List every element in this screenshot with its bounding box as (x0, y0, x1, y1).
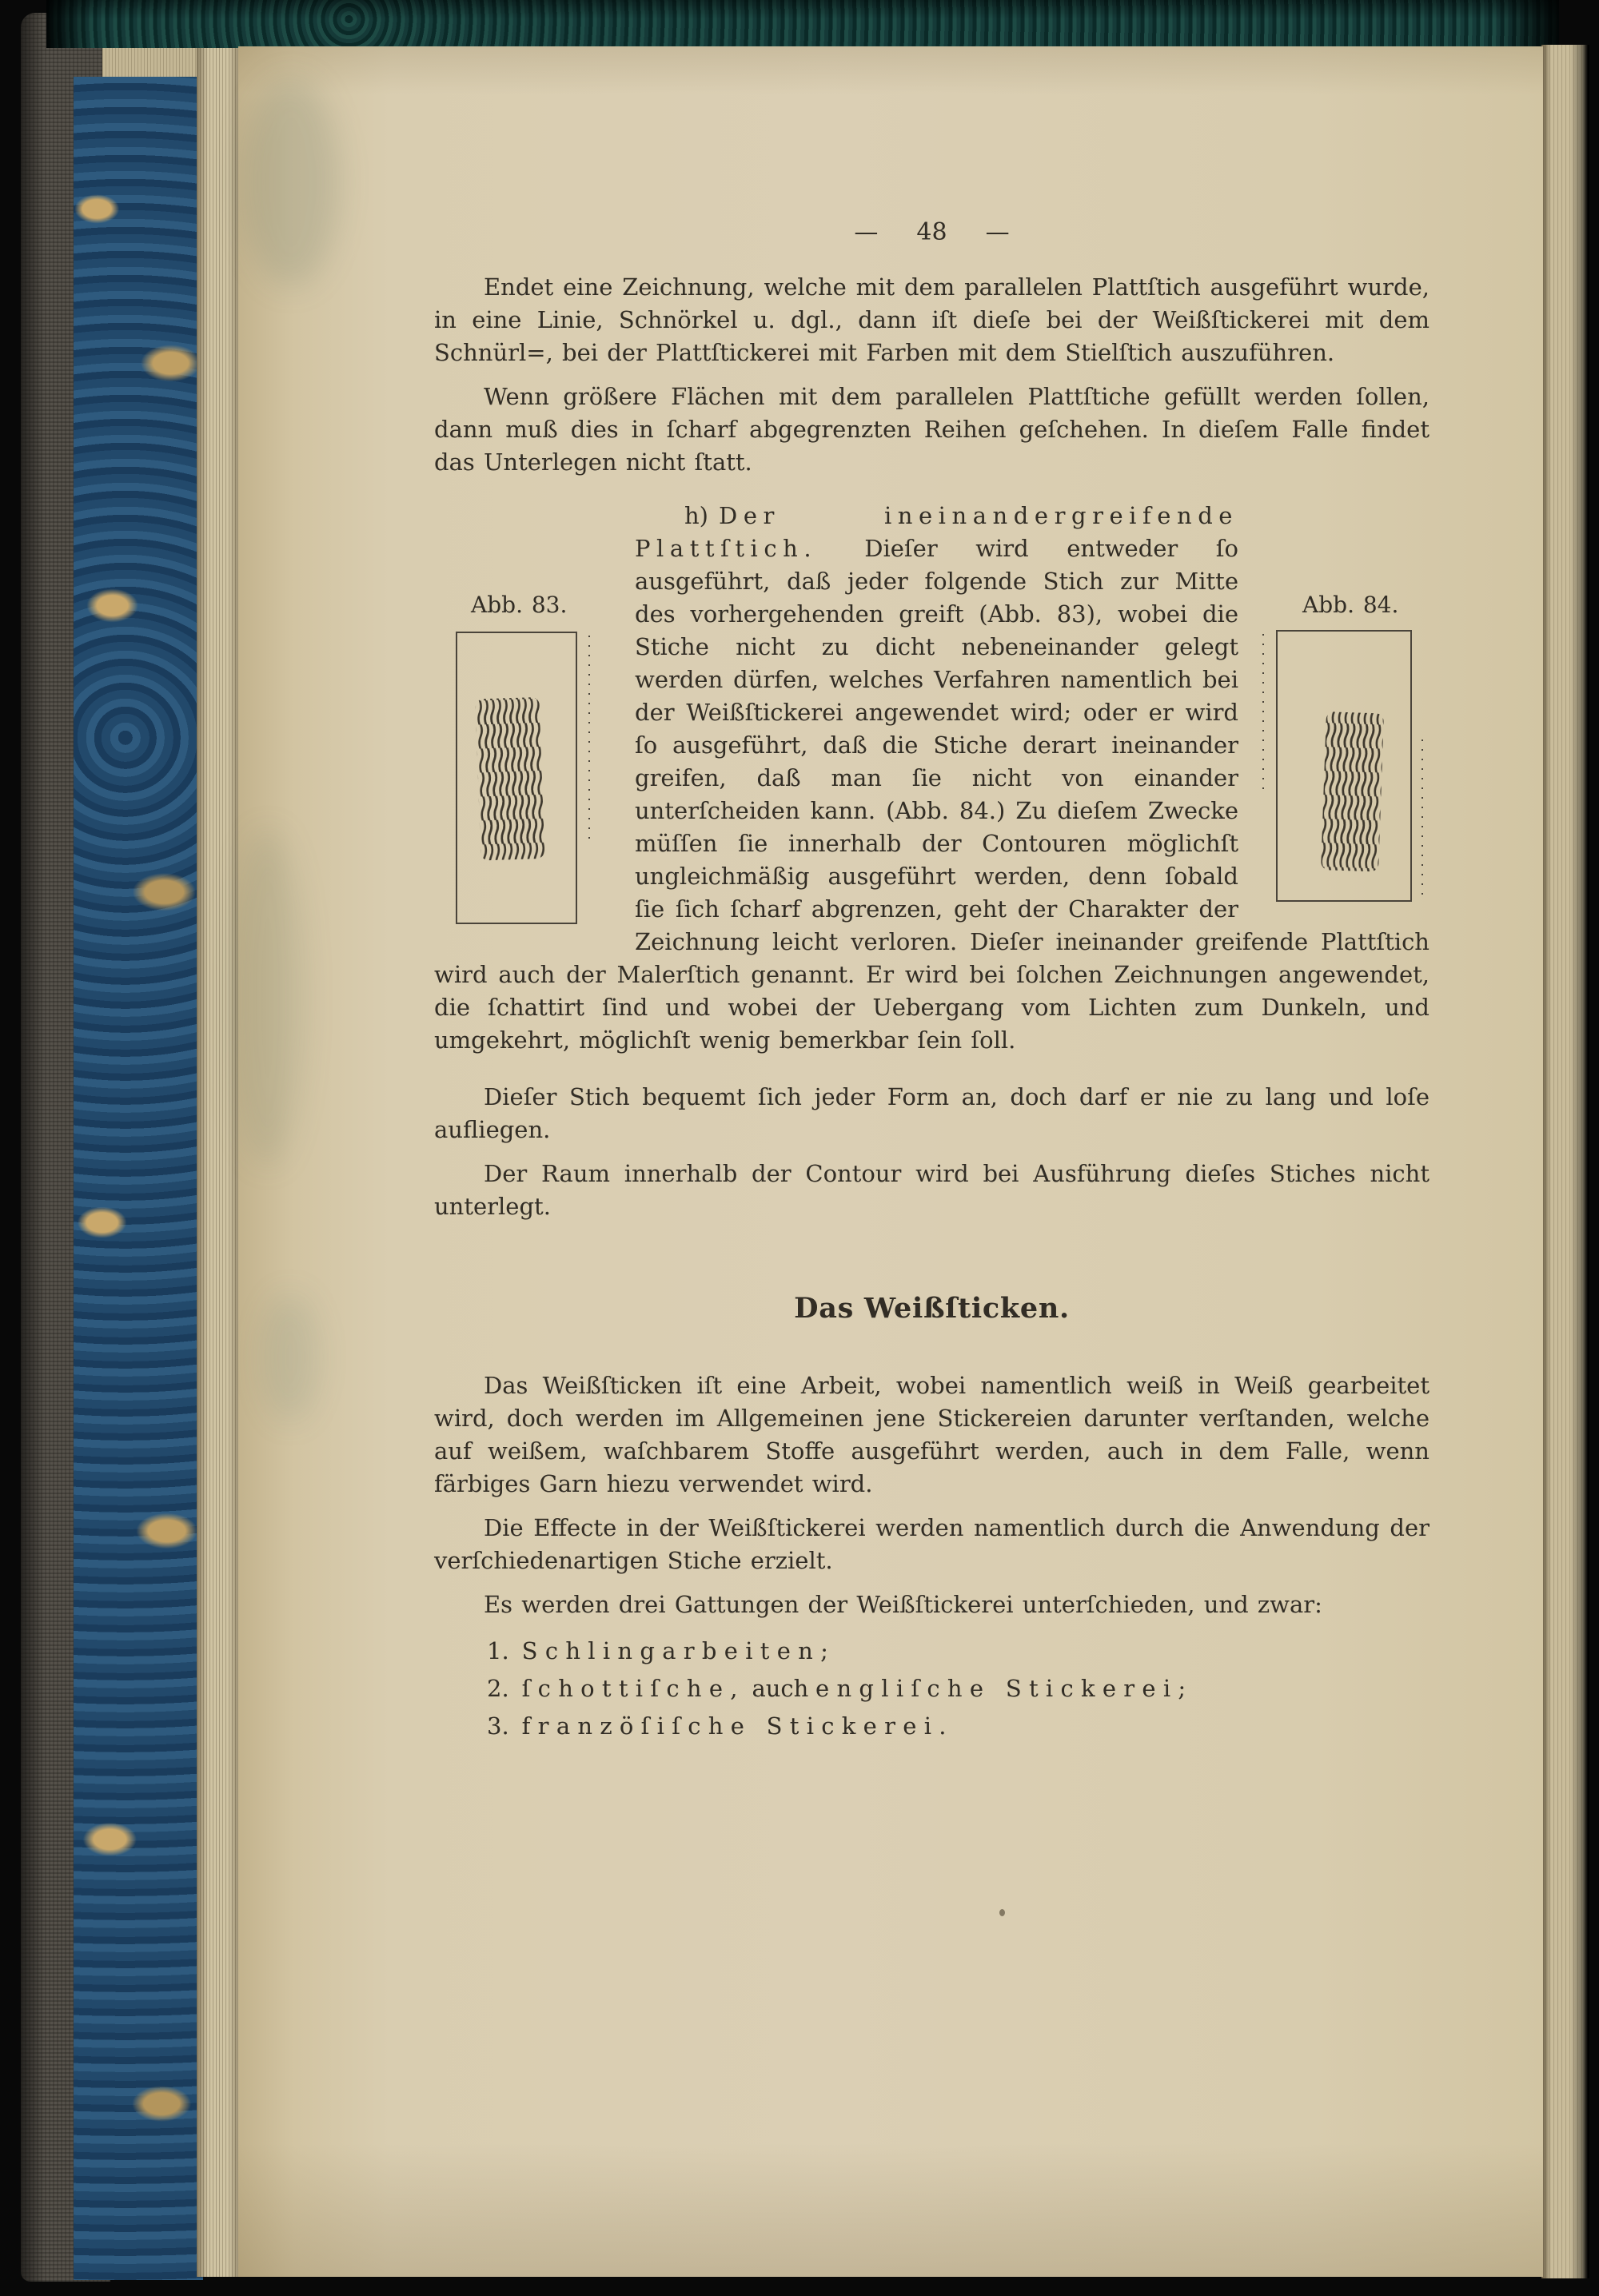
list-item-franzoesische-stickerei (487, 1708, 1430, 1745)
list-item-number: 2. (487, 1675, 509, 1702)
paper-stain (243, 78, 339, 286)
paragraph-raum-contour: Der Raum innerhalb der Contour wird bei Ausführung dieſes Stiches nicht unterlegt. (434, 1160, 1430, 1220)
marbled-endpaper (74, 77, 203, 2280)
figure-84-label: Abb. 84. (1302, 592, 1399, 618)
list-item-text: engliſche Stickerei; (815, 1675, 1194, 1702)
page-number-dash-right: — (985, 218, 1010, 246)
paragraph-stich-form: Dieſer Stich bequemt ſich jeder Form an, doch darf er nie zu lang und loſe aufliegen. (434, 1083, 1430, 1143)
page-number-value: 48 (916, 218, 947, 246)
numbered-list (487, 1632, 1430, 1745)
paragraph-weisssticken-definition: Das Weißſticken iſt eine Arbeit, wobei namentlich weiß in Weiß gearbeitet wird, doch werden im Allgemeinen jene Stickereien darunter verſtanden, welche auf weißem, waſchbarem Stoffe ausgeführt werden, auch in dem Falle, wenn färbiges Garn hiezu verwendet wird. (434, 1372, 1430, 1497)
figure-83-label: Abb. 83. (471, 592, 568, 618)
list-item-text: ſchottiſche, (521, 1675, 745, 1702)
figure-84 (1258, 565, 1430, 912)
book-page (238, 46, 1543, 2277)
paper-stain (262, 1293, 318, 1421)
list-item-text: franzöſiſche Stickerei. (521, 1712, 954, 1740)
paragraph-groessere-flaechen: Wenn größere Flächen mit dem parallelen Plattſtiche gefüllt werden ſollen, dann muß dies in ſcharf abgegrenzten Reihen geſchehen. In dieſem Falle findet das Unterlegen nicht ſtatt. (434, 383, 1430, 476)
paragraph-effecte: Die Effecte in der Weißſtickerei werden namentlich durch die Anwendung der verſchiedenartigen Stiche erzielt. (434, 1514, 1430, 1574)
list-item-number: 3. (487, 1712, 509, 1740)
list-item-number: 1. (487, 1637, 509, 1664)
list-item-schottische-stickerei (487, 1670, 1430, 1708)
page-stack-edges (197, 46, 243, 2277)
list-item-schlingarbeiten (487, 1632, 1430, 1670)
list-item-text: auch (752, 1675, 809, 1702)
page-number (434, 216, 1430, 249)
section-heading-weisssticken: Das Weißſticken. (794, 1292, 1070, 1325)
paragraph-drei-gattungen: Es werden drei Gattungen der Weißſtickerei unterſchieden, und zwar: (484, 1591, 1322, 1618)
figure-83 (434, 565, 614, 928)
h-item-marker: h) (684, 502, 708, 529)
list-item-text: Schlingarbeiten; (521, 1637, 836, 1664)
print-speck (999, 1909, 1005, 1916)
h-item-title: Der ineinandergreifende Plattſtich. (635, 502, 1238, 562)
book-cover-top-edge (46, 0, 1559, 48)
paragraph-ineinandergreifender-plattstich (434, 500, 1430, 1057)
paper-stain (232, 830, 304, 1166)
figure-83-stitch-illustration (434, 628, 594, 928)
h-item-body: Dieſer wird entweder ſo ausgeführt, daß jeder folgende Stich zur Mitte des vorhergehenden greift (Abb. 83), wobei die Stiche nicht zu dicht nebeneinander gelegt werden dürfen, welches Verfahren namentlich bei der Weißſtickerei angewendet wird; oder er wird ſo ausgeführt, daß die Stiche derart ineinander greifen, daß man ſie nicht von einander unterſcheiden kann. (Abb. 84.) Zu dieſem Zwecke müſſen ſie innerhalb der Contouren möglichſt ungleichmäßig ausgeführt werden, denn ſobald ſie ſich ſcharf abgrenzen, geht der Charakter der Zeichnung leicht verloren. Dieſer ineinander greifende Plattſtich wird auch der Malerſtich genannt. Er wird bei ſolchen Zeichnungen angewendet, die ſchattirt ſind und wobei der Uebergang vom Lichten zum Dunkeln, und umgekehrt, möglichſt wenig bemerkbar ſein ſoll. (434, 535, 1430, 1054)
figure-84-stitch-illustration (1258, 628, 1430, 912)
paragraph-plattstich-linie: Endet eine Zeichnung, welche mit dem parallelen Plattſtich ausgeführt wurde, in eine Linie, Schnörkel u. dgl., dann iſt dieſe bei der Weißſtickerei mit dem Schnürl=, bei der Plattſtickerei mit Farben mit dem Stielſtich auszuführen. (434, 273, 1430, 366)
right-page-edge (1541, 45, 1589, 2278)
page-number-dash-left: — (854, 218, 879, 246)
